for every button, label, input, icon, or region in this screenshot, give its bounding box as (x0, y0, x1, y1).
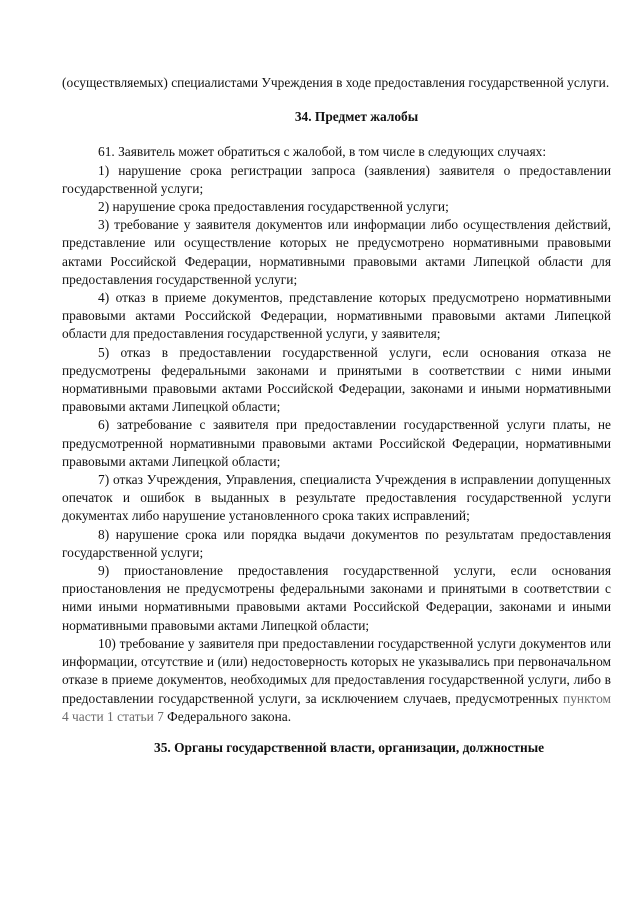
list-item-7: 7) отказ Учреждения, Управления, специалиста Учреждения в исправлении допущенных опечаток и ошибок в выданных в результате предоставления государственной услуги документах либо нарушение установленного срока таких исправлений; (62, 472, 611, 524)
document-page (62, 74, 611, 757)
list-item-10-text: 10) требование у заявителя при предоставлении государственной услуги документов или информации, отсутствие и (или) недостоверность которых не указывались при первоначальном отказе в приеме документов, необходимых для предоставления государственной услуги, либо в предоставлении государственной услуги, за исключением случаев, предусмотренных (62, 635, 611, 706)
list-item-3: 3) требование у заявителя документов или информации либо осуществления действий, представление или осуществление которых не предусмотрено нормативными правовыми актами Российской Федерации, нормативными правовыми актами Липецкой области для предоставления государственной услуги; (62, 217, 611, 287)
list-item-10 (62, 635, 611, 726)
list-item-2: 2) нарушение срока предоставления государственной услуги; (98, 199, 449, 215)
list-item-8: 8) нарушение срока или порядка выдачи документов по результатам предоставления государственной услуги; (62, 526, 611, 560)
intro-paragraph: (осуществляемых) специалистами Учреждения в ходе предоставления государственной услуги. (62, 75, 610, 90)
list-item-6: 6) затребование с заявителя при предоставлении государственной услуги платы, не предусмотренной нормативными правовыми актами Российской Федерации, нормативными правовыми актами Липецкой области; (62, 417, 611, 469)
list-item-5: 5) отказ в предоставлении государственной услуги, если основания отказа не предусмотрены федеральными законами и принятыми в соответствии с ними иными нормативными правовыми актами Российской Федерации, законами и иными нормативными правовыми актами Липецкой области; (62, 344, 611, 415)
list-item-10-end: Федерального закона. (163, 708, 292, 724)
section-35-heading: 35. Органы государственной власти, организации, должностные (154, 739, 545, 755)
section-34-heading: 34. Предмет жалобы (294, 109, 419, 125)
paragraph-61: 61. Заявитель может обратиться с жалобой, в том числе в следующих случаях: (98, 144, 547, 160)
law-article-reference: пунктом 4 части 1 статьи 7 (62, 690, 611, 724)
list-item-9: 9) приостановление предоставления государственной услуги, если основания приостановления не предусмотрены федеральными законами и принятыми в соответствии с ними иными нормативными правовыми актами Российской Федерации, законами и иными нормативными правовыми актами Липецкой области; (62, 563, 611, 633)
list-item-4: 4) отказ в приеме документов, представление которых предусмотрено нормативными правовыми актами Российской Федерации, нормативными правовыми актами Липецкой области для предоставления государственной услуги, у заявителя; (62, 290, 611, 342)
list-item-1: 1) нарушение срока регистрации запроса (заявления) заявителя о предоставлении государственной услуги; (62, 162, 611, 196)
